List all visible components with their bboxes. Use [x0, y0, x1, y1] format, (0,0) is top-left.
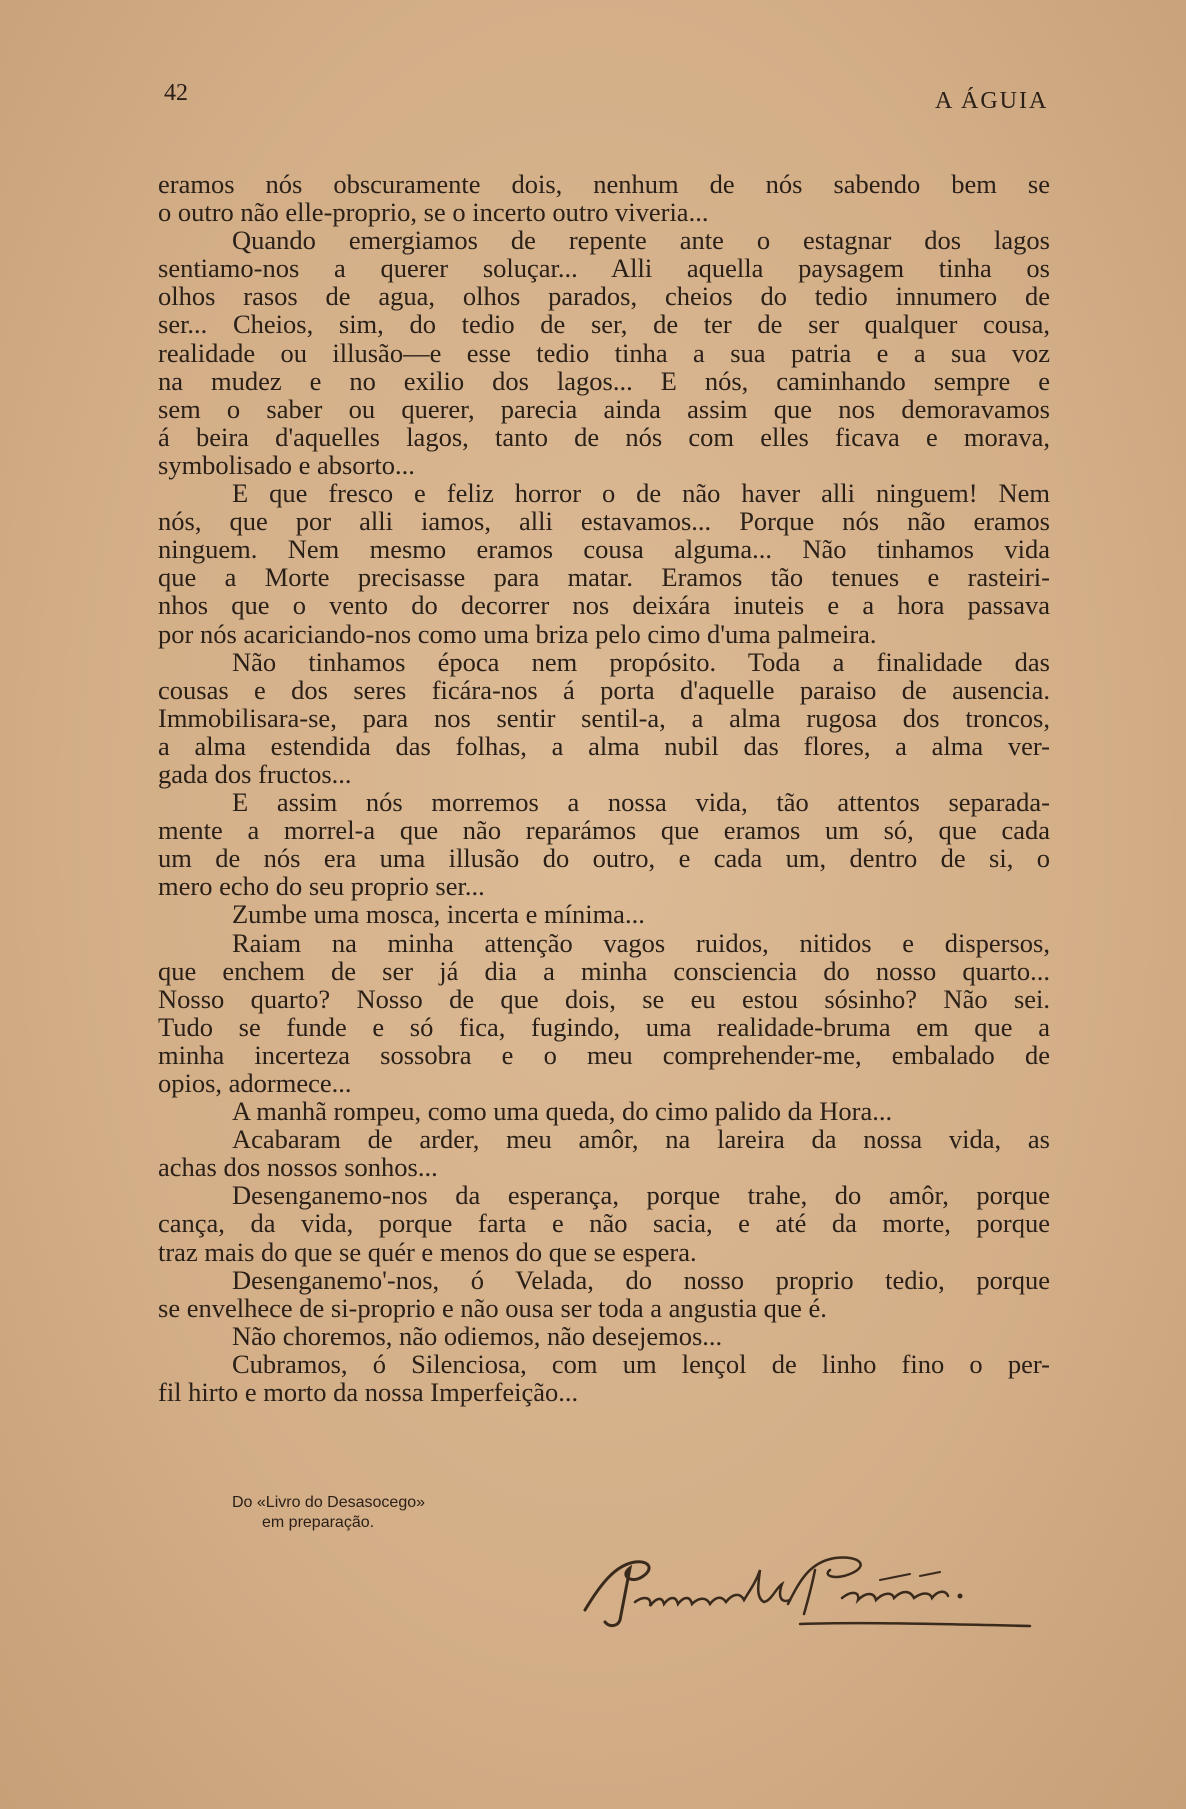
- text-line: Acabaram de arder, meu amôr, na lareira da nossa vida, as: [232, 1124, 1050, 1155]
- text-line: se envelhece de si-proprio e não ousa ser toda a angustia que é.: [158, 1292, 827, 1323]
- text-line: Quando emergiamos de repente ante o estagnar dos lagos: [232, 225, 1050, 256]
- text-line: Desenganemo'-nos, ó Velada, do nosso proprio tedio, porque: [232, 1264, 1050, 1295]
- running-title: A ÁGUIA: [935, 88, 1049, 114]
- text-line: um de nós era uma illusão do outro, e cada um, dentro de si, o: [158, 843, 1050, 874]
- text-line: mente a morrel-a que não reparámos que eramos um só, que cada: [158, 815, 1050, 846]
- text-line: Immobilisara-se, para nos sentir sentil-a, a alma rugosa dos troncos,: [158, 702, 1050, 733]
- text-line: opios, adormece...: [158, 1068, 352, 1098]
- text-line: traz mais do que se quér e menos do que se espera.: [158, 1236, 697, 1267]
- text-line: cança, da vida, porque farta e não sacia, e até da morte, porque: [158, 1208, 1050, 1239]
- text-line: Não tinhamos época nem propósito. Toda a finalidade das: [232, 646, 1050, 677]
- footnote-line-1: Do «Livro do Desasocego»: [232, 1494, 426, 1511]
- text-line: A manhã rompeu, como uma queda, do cimo palido da Hora...: [232, 1096, 893, 1127]
- text-line: symbolisado e absorto...: [158, 449, 415, 480]
- text-line: Cubramos, ó Silenciosa, com um lençol de linho fino o per-: [232, 1348, 1050, 1379]
- text-line: o outro não elle-proprio, se o incerto outro viveria...: [158, 197, 709, 228]
- text-line: eramos nós obscuramente dois, nenhum de nós sabendo bem se: [158, 169, 1050, 199]
- signature: [560, 1540, 1060, 1635]
- text-line: minha incerteza sossobra e o meu comprehender-me, embalado de: [158, 1039, 1050, 1070]
- text-line: Raiam na minha attenção vagos ruidos, nitidos e dispersos,: [232, 927, 1050, 958]
- text-line: na mudez e no exilio dos lagos... E nós, caminhando sempre e: [158, 365, 1050, 396]
- text-line: nhos que o vento do decorrer nos deixára inuteis e a hora passava: [158, 590, 1050, 621]
- text-line: Não choremos, não odiemos, não desejemos...: [232, 1320, 723, 1351]
- footnote-line-2: em preparação.: [262, 1514, 375, 1531]
- text-line: nós, que por alli iamos, alli estavamos... Porque nós não eramos: [158, 506, 1050, 537]
- text-line: a alma estendida das folhas, a alma nubil das flores, a alma ver-: [158, 730, 1050, 761]
- body-text: [158, 170, 1050, 1406]
- text-line: E assim nós morremos a nossa vida, tão attentos separada-: [232, 787, 1050, 818]
- text-line: ninguem. Nem mesmo eramos cousa alguma... Não tinhamos vida: [158, 534, 1050, 565]
- handwritten-signature: [560, 1540, 1060, 1630]
- text-line: á beira d'aquelles lagos, tanto de nós com elles ficava e morava,: [158, 421, 1050, 452]
- text-line: fil hirto e morto da nossa Imperfeição...: [158, 1377, 579, 1408]
- text-line: por nós acariciando-nos como uma briza pelo cimo d'uma palmeira.: [158, 618, 877, 649]
- text-line: gada dos fructos...: [158, 758, 352, 789]
- text-line: mero echo do seu proprio ser...: [158, 871, 485, 902]
- text-line: cousas e dos seres ficára-nos á porta d'aquelle paraiso de ausencia.: [158, 674, 1050, 705]
- text-line: ser... Cheios, sim, do tedio de ser, de ter de ser qualquer cousa,: [158, 309, 1050, 340]
- text-line: Desenganemo-nos da esperança, porque trahe, do amôr, porque: [232, 1180, 1050, 1211]
- text-line: Nosso quarto? Nosso de que dois, se eu estou sósinho? Não sei.: [158, 983, 1050, 1014]
- text-line: Tudo se funde e só fica, fugindo, uma realidade-bruma em que a: [158, 1011, 1050, 1042]
- text-line: realidade ou illusão—e esse tedio tinha a sua patria e a sua voz: [158, 337, 1050, 368]
- text-line: que a Morte precisasse para matar. Eramos tão tenues e rasteiri-: [158, 562, 1050, 593]
- text-line: Zumbe uma mosca, incerta e mínima...: [232, 899, 645, 930]
- text-line: E que fresco e feliz horror o de não haver alli ninguem! Nem: [232, 478, 1050, 509]
- text-line: achas dos nossos sonhos...: [158, 1152, 438, 1183]
- text-line: sem o saber ou querer, parecia ainda assim que nos demoravamos: [158, 393, 1050, 424]
- footnote: [232, 1493, 425, 1533]
- text-line: sentiamo-nos a querer soluçar... Alli aquella paysagem tinha os: [158, 253, 1050, 284]
- text-line: olhos rasos de agua, olhos parados, cheios do tedio innumero de: [158, 281, 1050, 312]
- text-line: que enchem de ser já dia a minha consciencia do nosso quarto...: [158, 955, 1050, 986]
- page-number: 42: [164, 80, 188, 106]
